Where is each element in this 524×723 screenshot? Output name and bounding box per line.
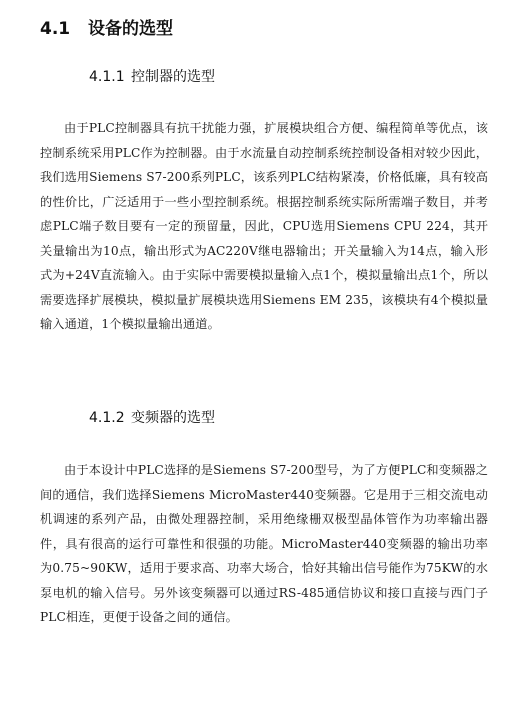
subsection-title: 变频器的选型 — [131, 410, 215, 426]
subsection-title: 控制器的选型 — [131, 69, 215, 85]
subsection-number: 4.1.1 — [89, 69, 125, 85]
section-heading — [40, 14, 173, 39]
paragraph-inverter-selection: 由于本设计中PLC选择的是Siemens S7-200型号，为了方便PLC和变频器之间的通信，我们选择Siemens MicroMaster440变频器。它是用于三相交流电动机调速的系列产品，由微处理器控制，采用绝缘栅双极型晶体管作为功率输出器件，具有很高的运行可靠性和很强的功能。MicroMaster440变频器的输出功率为0.75~90KW，适用于要求高、功率大场合，恰好其输出信号能作为75KW的水泵电机的输入信号。另外该变频器可以通过RS-485通信协议和接口直接与西门子PLC相连，更便于设备之间的通信。 — [40, 463, 488, 624]
section-number: 4.1 — [40, 19, 71, 39]
section-title: 设备的选型 — [88, 19, 173, 39]
paragraph-controller-selection: 由于PLC控制器具有抗干扰能力强，扩展模块组合方便、编程简单等优点，该控制系统采用PLC作为控制器。由于水流量自动控制系统控制设备相对较少因此，我们选用Siemens S7-200系列PLC，该系列PLC结构紧凑，价格低廉，具有较高的性价比，广泛适用于一些小型控制系统。根据控制系统实际所需端子数目，并考虑PLC端子数目要有一定的预留量，因此，CPU选用Siemens CPU 224，其开关量输出为10点，输出形式为AC220V继电器输出；开关量输入为14点，输入形式为+24V直流输入。由于实际中需要模拟量输入点1个，模拟量输出点1个，所以需要选择扩展模块，模拟量扩展模块选用Siemens EM 235，该模块有4个模拟量输入通道，1个模拟量输出通道。 — [40, 121, 488, 331]
subsection-heading-inverter — [89, 407, 215, 427]
subsection-number: 4.1.2 — [89, 410, 125, 426]
subsection-heading-controller — [89, 66, 215, 86]
